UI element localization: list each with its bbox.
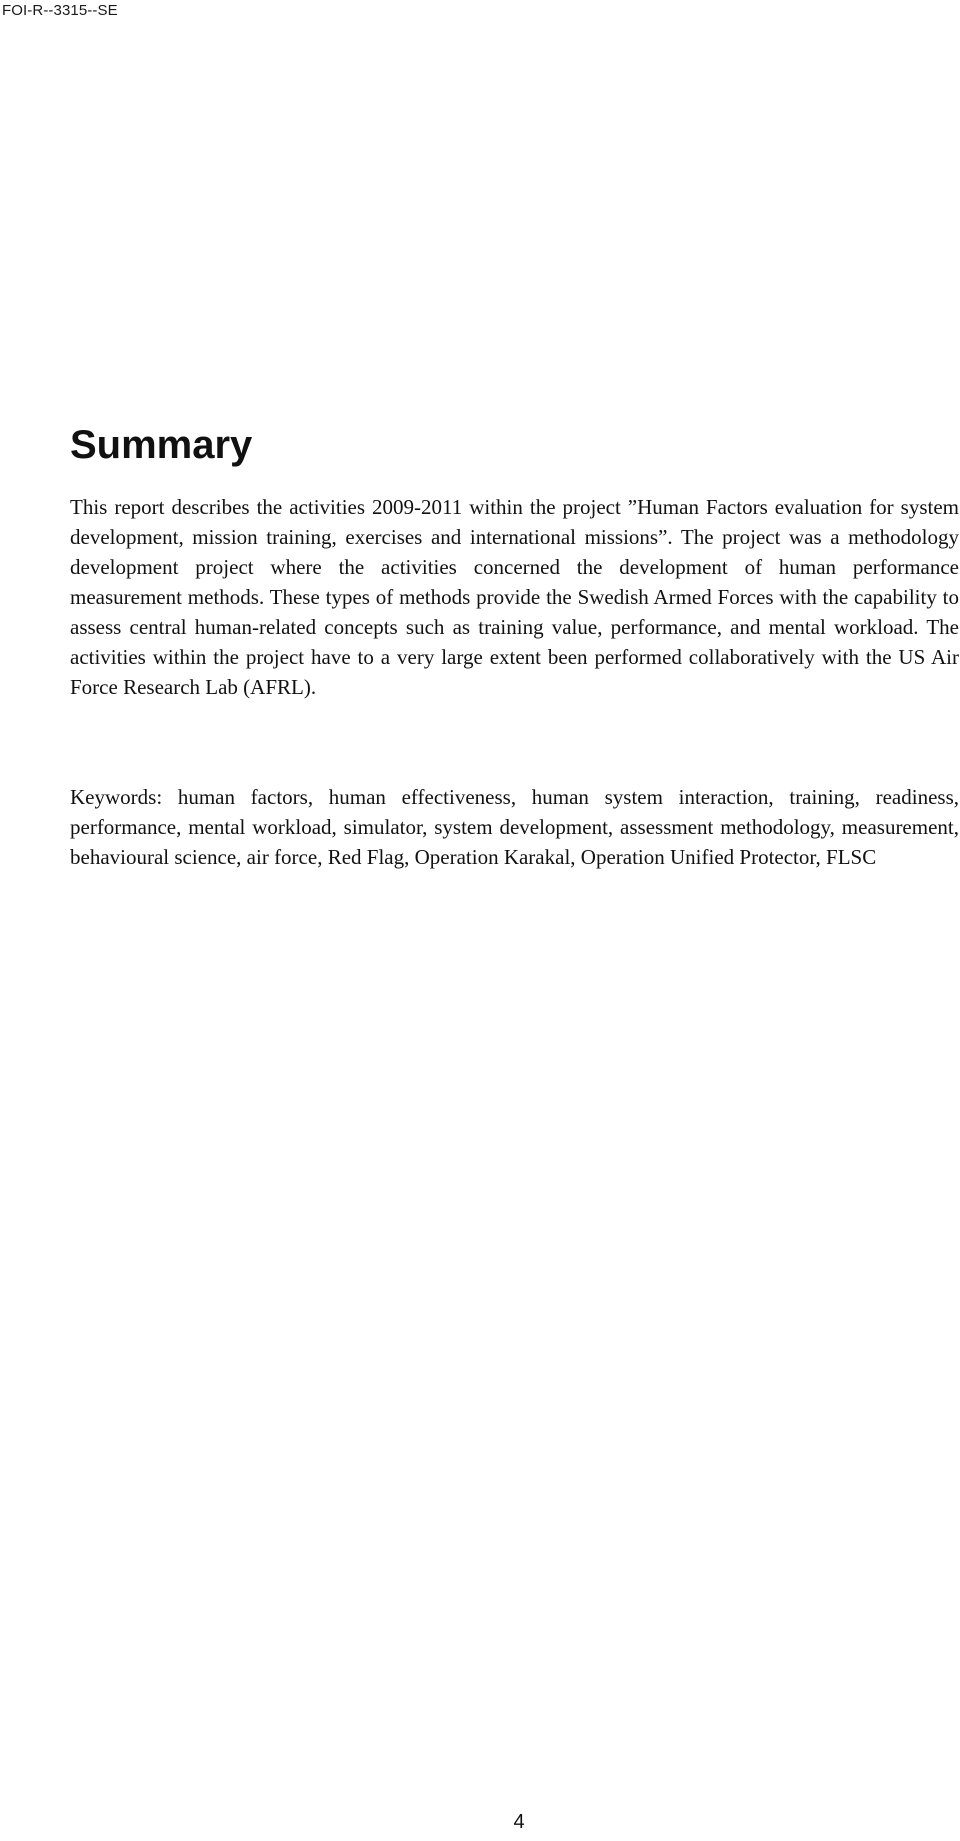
page-number: 4 (513, 1811, 525, 1833)
report-id: FOI-R--3315--SE (2, 2, 118, 19)
summary-paragraph: This report describes the activities 2009-2011 within the project ”Human Factors evaluation for system development, mission training, exercises and international missions”. The project was a methodology development project where the activities concerned the development of human performance measurement methods. These types of methods provide the Swedish Armed Forces with the capability to assess central human-related concepts such as training value, performance, and mental workload. The activities within the project have to a very large extent been performed collaboratively with the US Air Force Research Lab (AFRL). (70, 495, 959, 699)
keywords-paragraph: Keywords: human factors, human effectiveness, human system interaction, training, readiness, performance, mental workload, simulator, system development, assessment methodology, measurement, behavioural science, air force, Red Flag, Operation Karakal, Operation Unified Protector, FLSC (70, 785, 959, 869)
section-title: Summary (70, 423, 253, 467)
